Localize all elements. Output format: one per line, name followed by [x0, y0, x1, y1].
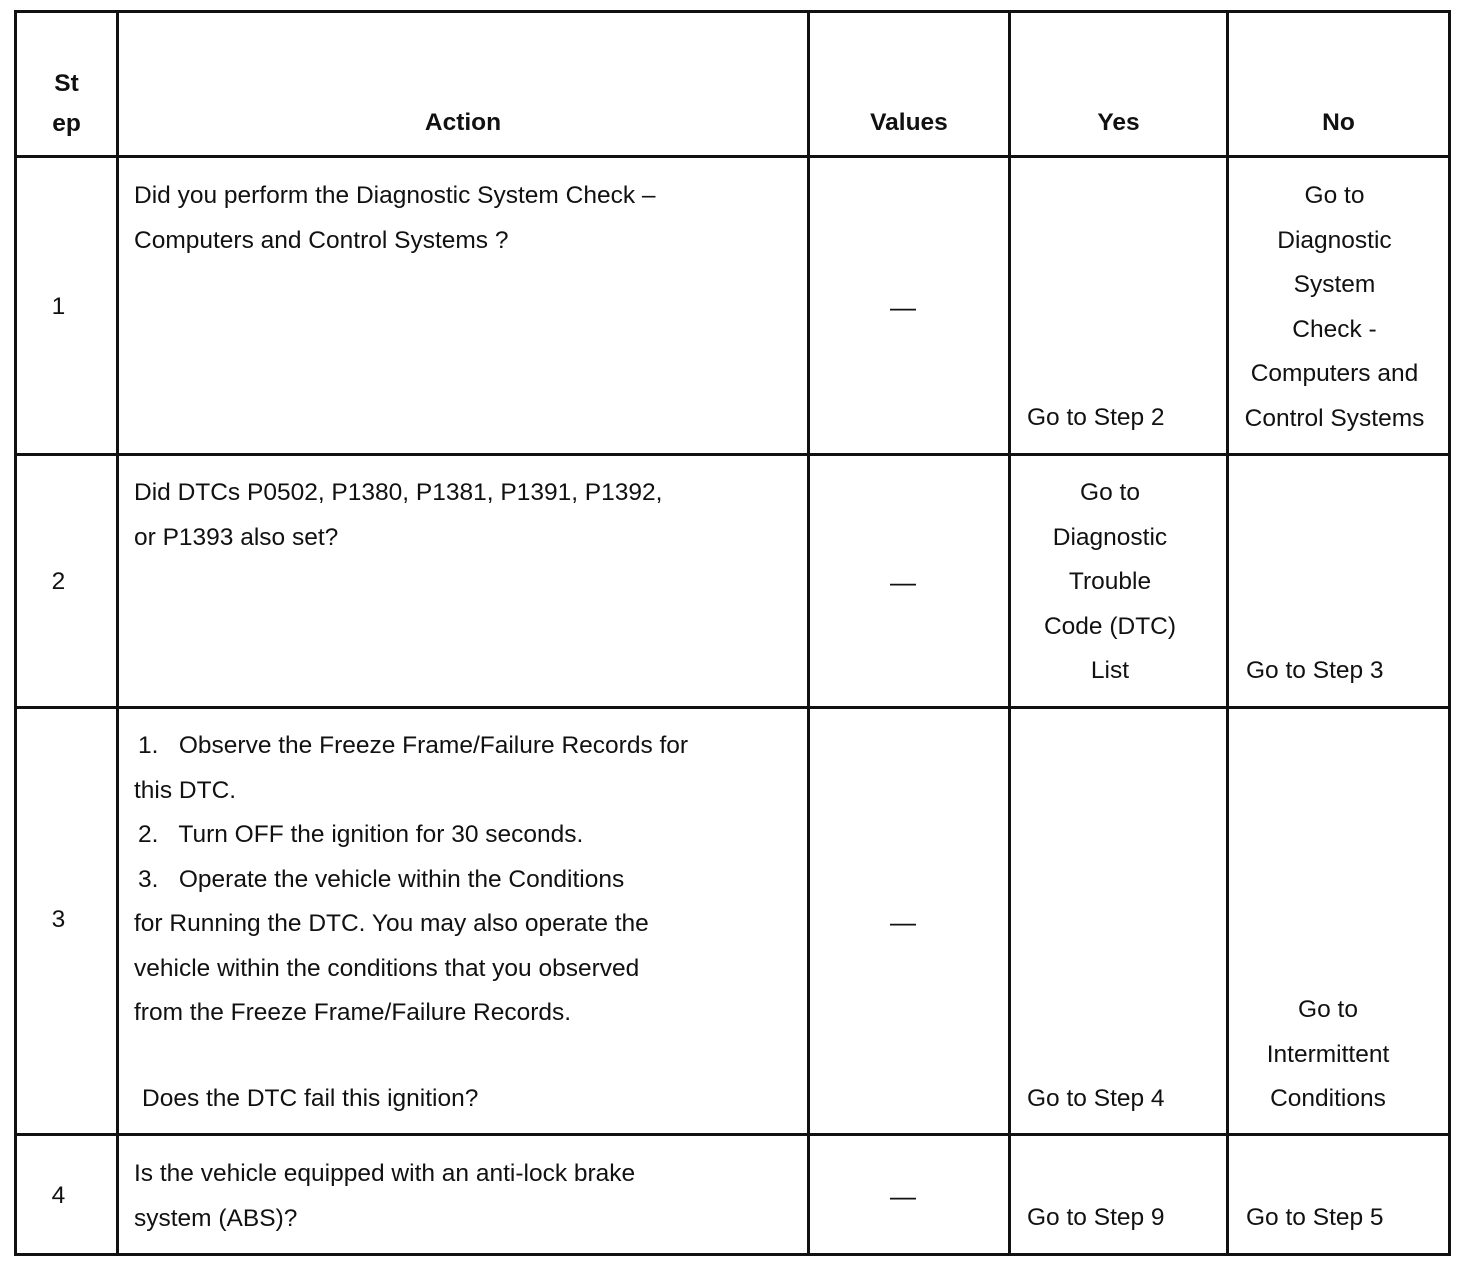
row-divider-2	[14, 706, 1451, 709]
values-dash: —	[890, 907, 916, 937]
action-line: Did DTCs P0502, P1380, P1381, P1391, P1392,	[134, 479, 663, 506]
result-line: Computers and	[1250, 360, 1419, 387]
result-line: Trouble	[1068, 568, 1152, 595]
action-line: Did you perform the Diagnostic System Check –	[134, 182, 656, 209]
step-number: 1	[51, 293, 66, 320]
action-text	[134, 1152, 635, 1241]
row-divider-3	[14, 1133, 1451, 1136]
no-result: Go to Step 3	[1246, 657, 1384, 684]
result-line: Check -	[1292, 315, 1377, 343]
result-line: Diagnostic	[1052, 523, 1168, 551]
step-number: 3	[51, 906, 66, 933]
action-line: 3. Operate the vehicle within the Conditions	[138, 865, 625, 893]
yes-result: Go to Step 4	[1027, 1085, 1165, 1112]
result-line: Go to	[1080, 479, 1140, 506]
result-line: Go to	[1304, 182, 1365, 209]
values-dash: —	[890, 1181, 916, 1211]
col-divider-step	[116, 10, 119, 1256]
action-text	[134, 174, 656, 263]
action-text	[134, 724, 688, 1036]
step-number: 4	[51, 1182, 66, 1209]
table-border-left	[14, 10, 17, 1256]
result-line: Code (DTC)	[1043, 612, 1177, 640]
header-action: Action	[424, 109, 502, 136]
result-line: Conditions	[1270, 1085, 1386, 1112]
action-question: Does the DTC fail this ignition?	[142, 1085, 479, 1112]
result-line: Intermittent	[1266, 1040, 1390, 1068]
action-line: or P1393 also set?	[134, 523, 339, 551]
row-divider-1	[14, 453, 1451, 456]
result-line: Go to	[1298, 996, 1358, 1023]
no-result	[1229, 988, 1427, 1122]
result-line: List	[1090, 657, 1130, 684]
table-border-bottom	[14, 1253, 1451, 1256]
header-step-line2: ep	[52, 110, 81, 137]
action-line: system (ABS)?	[134, 1204, 298, 1232]
result-line: Diagnostic	[1277, 226, 1392, 254]
values-dash: —	[890, 292, 916, 322]
action-line: 1. Observe the Freeze Frame/Failure Records for	[138, 732, 689, 759]
header-values: Values	[870, 109, 948, 136]
no-result	[1229, 174, 1440, 441]
result-line: System	[1293, 271, 1376, 298]
header-no: No	[1322, 109, 1355, 136]
action-line: vehicle within the conditions that you observed	[134, 954, 640, 982]
action-line: from the Freeze Frame/Failure Records.	[134, 999, 572, 1026]
header-yes: Yes	[1097, 109, 1140, 136]
action-line: Is the vehicle equipped with an anti-lock brake	[134, 1160, 636, 1187]
table-border-right	[1448, 10, 1451, 1256]
header-step-line1: St	[54, 70, 79, 97]
values-dash: —	[890, 567, 916, 597]
action-line: for Running the DTC. You may also operate the	[134, 910, 649, 937]
header-divider	[14, 155, 1451, 158]
action-line: this DTC.	[134, 776, 237, 804]
result-line: Control Systems	[1244, 404, 1425, 432]
yes-result: Go to Step 9	[1027, 1204, 1165, 1231]
step-number: 2	[51, 568, 66, 595]
action-text	[134, 471, 662, 560]
yes-result: Go to Step 2	[1027, 404, 1165, 431]
action-line: 2. Turn OFF the ignition for 30 seconds.	[138, 821, 584, 848]
yes-result	[1011, 471, 1209, 694]
table-border-top	[14, 10, 1451, 13]
action-line: Computers and Control Systems ?	[134, 226, 509, 254]
col-divider-action	[807, 10, 810, 1256]
no-result: Go to Step 5	[1246, 1204, 1384, 1231]
header-step	[17, 64, 116, 144]
